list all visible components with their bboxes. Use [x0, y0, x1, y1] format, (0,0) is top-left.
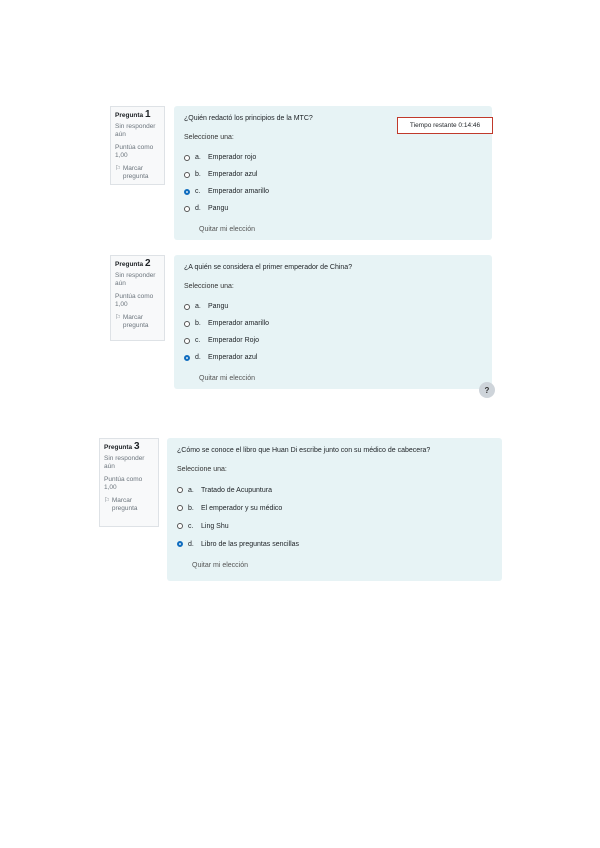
radio-button[interactable]	[177, 487, 183, 493]
question-score: Puntúa como 1,00	[115, 144, 154, 159]
answer-option-c[interactable]: c. Emperador Rojo	[184, 332, 482, 349]
answer-prompt: Seleccione una:	[177, 466, 227, 473]
radio-button-selected[interactable]	[177, 541, 183, 547]
radio-button[interactable]	[177, 523, 183, 529]
clear-choice-link[interactable]: Quitar mi elección	[199, 226, 256, 233]
timer-remaining: Tiempo restante 0:14:46	[397, 117, 493, 134]
answer-option-c[interactable]: c. Emperador amarillo	[184, 183, 482, 200]
question-status: Sin responder aún	[104, 455, 145, 470]
question-text: ¿Cómo se conoce el libro que Huan Di escribe junto con su médico de cabecera?	[177, 447, 431, 454]
radio-button[interactable]	[184, 304, 190, 310]
flag-icon: ⚐	[115, 314, 121, 321]
radio-button[interactable]	[184, 206, 190, 212]
question-status: Sin responder aún	[115, 123, 156, 138]
question-status: Sin responder aún	[115, 272, 156, 287]
flag-question-link[interactable]: ⚐ Marcar pregunta	[115, 314, 149, 329]
radio-button-selected[interactable]	[184, 189, 190, 195]
question-title: Pregunta 1	[115, 109, 151, 120]
clear-choice-link[interactable]: Quitar mi elección	[199, 375, 256, 382]
question-info-1	[110, 106, 165, 185]
question-score: Puntúa como 1,00	[104, 476, 143, 491]
flag-question-link[interactable]: ⚐ Marcar pregunta	[115, 165, 149, 180]
question-info-3	[99, 438, 159, 527]
radio-button[interactable]	[184, 172, 190, 178]
radio-button-selected[interactable]	[184, 355, 190, 361]
question-title: Pregunta 3	[104, 441, 140, 452]
question-card-3	[167, 438, 502, 581]
help-button[interactable]: ?	[479, 382, 495, 398]
question-text: ¿A quién se considera el primer emperador de China?	[184, 264, 353, 271]
flag-icon: ⚐	[115, 165, 121, 172]
answer-option-a[interactable]: a. Pangu	[184, 298, 482, 315]
answer-option-b[interactable]: b. Emperador azul	[184, 166, 482, 183]
answer-prompt: Seleccione una:	[184, 134, 234, 141]
flag-icon: ⚐	[104, 497, 110, 504]
answer-option-b[interactable]: b. El emperador y su médico	[177, 499, 492, 517]
answer-option-d[interactable]: d. Pangu	[184, 200, 482, 217]
question-text: ¿Quién redactó los principios de la MTC?	[184, 115, 313, 122]
flag-question-link[interactable]: ⚐ Marcar pregunta	[104, 497, 138, 512]
radio-button[interactable]	[184, 321, 190, 327]
answer-option-c[interactable]: c. Ling Shu	[177, 517, 492, 535]
question-card-2	[174, 255, 492, 389]
answer-option-a[interactable]: a. Emperador rojo	[184, 149, 482, 166]
question-score: Puntúa como 1,00	[115, 293, 154, 308]
question-title: Pregunta 2	[115, 258, 151, 269]
answer-prompt: Seleccione una:	[184, 283, 234, 290]
answer-option-d[interactable]: d. Emperador azul	[184, 349, 482, 366]
radio-button[interactable]	[184, 155, 190, 161]
radio-button[interactable]	[184, 338, 190, 344]
radio-button[interactable]	[177, 505, 183, 511]
clear-choice-link[interactable]: Quitar mi elección	[192, 562, 249, 569]
answer-option-d[interactable]: d. Libro de las preguntas sencillas	[177, 535, 492, 553]
answer-option-a[interactable]: a. Tratado de Acupuntura	[177, 481, 492, 499]
answer-option-b[interactable]: b. Emperador amarillo	[184, 315, 482, 332]
question-info-2	[110, 255, 165, 341]
